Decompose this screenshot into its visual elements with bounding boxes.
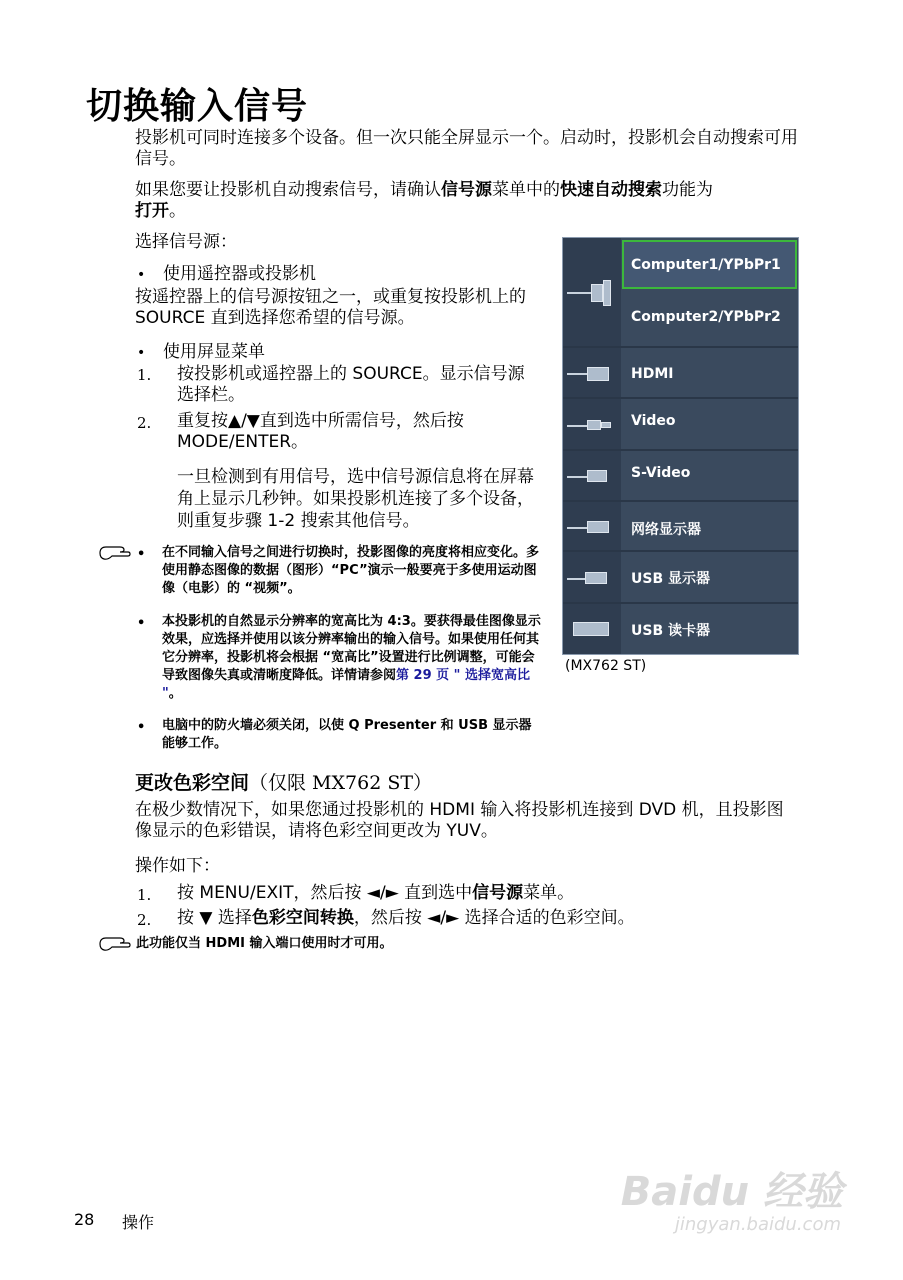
watermark-logo: Baidu 经验: [620, 1169, 843, 1215]
source-row-usb-reader[interactable]: [563, 604, 798, 654]
auto-search-end: 。: [169, 201, 186, 221]
color-space-heading: [135, 768, 432, 795]
cs-step1: [177, 883, 574, 904]
note-2-end: 。: [168, 686, 182, 701]
usb-reader-icon: [563, 604, 621, 654]
source-row-svideo[interactable]: [563, 451, 798, 502]
color-space-heading-model: （仅限 MX762 ST）: [249, 772, 433, 794]
page-number: 28: [74, 1210, 95, 1229]
hdmi-note: 此功能仅当 HDMI 输入端口使用时才可用。: [136, 936, 393, 951]
source-item-hdmi: HDMI: [631, 366, 674, 382]
note-2-text: 本投影机的自然显示分辨率的宽高比为 4:3。要获得最佳图像显示效果，应选择并使用以该分辨率输出的输入信号。如果使用任何其它分辨率，投影机将会根据 “宽高比”设置进行比例调整，可能会导致图像失真或清晰度降低。详情请参阅: [162, 614, 541, 683]
source-row-usb-display[interactable]: [563, 552, 798, 604]
network-connector-icon: [563, 502, 621, 550]
note-hand-icon-2: [98, 935, 132, 953]
cs-step2-number: 2.: [137, 911, 152, 929]
step2-extra: 一旦检测到有用信号，选中信号源信息将在屏幕角上显示几秒钟。如果投影机连接了多个设备，则重复步骤 1-2 搜索其他信号。: [177, 467, 534, 531]
cs-step2-option: 色彩空间转换: [251, 908, 354, 928]
source-menu-panel: [562, 237, 799, 655]
note-3: 电脑中的防火墙必须关闭，以使 Q Presenter 和 USB 显示器能够工作。: [162, 718, 532, 751]
svideo-connector-icon: [563, 451, 621, 500]
cs-step1-menu: 信号源: [472, 883, 524, 903]
auto-search-mid: 菜单中的: [492, 180, 560, 200]
source-item-usb-display: USB 显示器: [631, 571, 710, 587]
note-hand-icon: [98, 544, 132, 562]
step1-text: 按投影机或遥控器上的 SOURCE。显示信号源选择栏。: [177, 364, 525, 405]
cs-step1-number: 1.: [137, 886, 152, 904]
source-row-network-display[interactable]: [563, 502, 798, 552]
source-item-network-display: 网络显示器: [631, 522, 701, 538]
bullet-1: •: [137, 267, 146, 283]
method1-desc: 按遥控器上的信号源按钮之一，或重复按投影机上的 SOURCE 直到选择您希望的信号源。: [135, 287, 526, 328]
source-item-usb-reader: USB 读卡器: [631, 623, 710, 639]
aspect-ratio-link[interactable]: 第 29 页 " 选择宽高比 ": [162, 668, 530, 701]
cs-step2: [177, 908, 635, 929]
ops-label: 操作如下：: [135, 856, 220, 876]
note-bullet-3: •: [137, 720, 146, 735]
auto-search-prefix: 如果您要让投影机自动搜索信号，请确认: [135, 180, 441, 200]
hdmi-connector-icon: [563, 348, 621, 397]
bullet-2: •: [137, 345, 146, 361]
auto-search-text: [135, 180, 775, 222]
step2-text: 重复按▲/▼直到选中所需信号，然后按 MODE/ENTER。: [177, 411, 464, 452]
page-title: 切换输入信号: [86, 86, 309, 127]
source-item-video: Video: [631, 413, 676, 429]
source-group-computer: [563, 238, 798, 348]
intro-text: 投影机可同时连接多个设备。但一次只能全屏显示一个。启动时，投影机会自动搜索可用信号。: [135, 128, 798, 169]
panel-caption: (MX762 ST): [565, 658, 647, 674]
vga-connector-icon: [563, 238, 621, 346]
note-bullet-1: •: [137, 547, 146, 562]
feature-name: 快速自动搜索: [560, 180, 662, 200]
usb-connector-icon: [563, 552, 621, 602]
cs-step1-pre: 按 MENU/EXIT，然后按 ◄/► 直到选中: [177, 883, 473, 903]
source-item-svideo: S-Video: [631, 465, 691, 481]
step1-number: 1.: [137, 366, 152, 384]
note-2: [162, 613, 542, 703]
source-item-computer1[interactable]: Computer1/YPbPr1: [631, 257, 781, 273]
select-source-label: 选择信号源：: [135, 232, 237, 252]
cs-step2-post: ，然后按 ◄/► 选择合适的色彩空间。: [353, 908, 635, 928]
menu-name: 信号源: [441, 180, 492, 200]
feature-value: 打开: [135, 201, 169, 221]
method2-title: 使用屏显菜单: [163, 342, 265, 362]
watermark-url: jingyan.baidu.com: [674, 1214, 841, 1235]
note-1: 在不同输入信号之间进行切换时，投影图像的亮度将相应变化。多使用静态图像的数据（图形）“PC”演示一般要亮于多使用运动图像（电影）的 “视频”。: [162, 545, 540, 596]
step2-number: 2.: [137, 414, 152, 432]
color-space-heading-text: 更改色彩空间: [135, 772, 250, 794]
cs-step1-post: 菜单。: [523, 883, 575, 903]
video-connector-icon: [563, 399, 621, 449]
note-bullet-2: •: [137, 616, 146, 631]
auto-search-suffix: 功能为: [662, 180, 713, 200]
cs-step2-pre: 按 ▼ 选择: [177, 908, 252, 928]
color-space-desc: 在极少数情况下，如果您通过投影机的 HDMI 输入将投影机连接到 DVD 机，且投影图像显示的色彩错误，请将色彩空间更改为 YUV。: [135, 800, 784, 841]
method1-title: 使用遥控器或投影机: [163, 264, 316, 284]
source-row-video[interactable]: [563, 399, 798, 451]
footer-section: 操作: [122, 1213, 155, 1232]
source-item-computer2[interactable]: Computer2/YPbPr2: [631, 309, 781, 325]
source-row-hdmi[interactable]: [563, 348, 798, 399]
